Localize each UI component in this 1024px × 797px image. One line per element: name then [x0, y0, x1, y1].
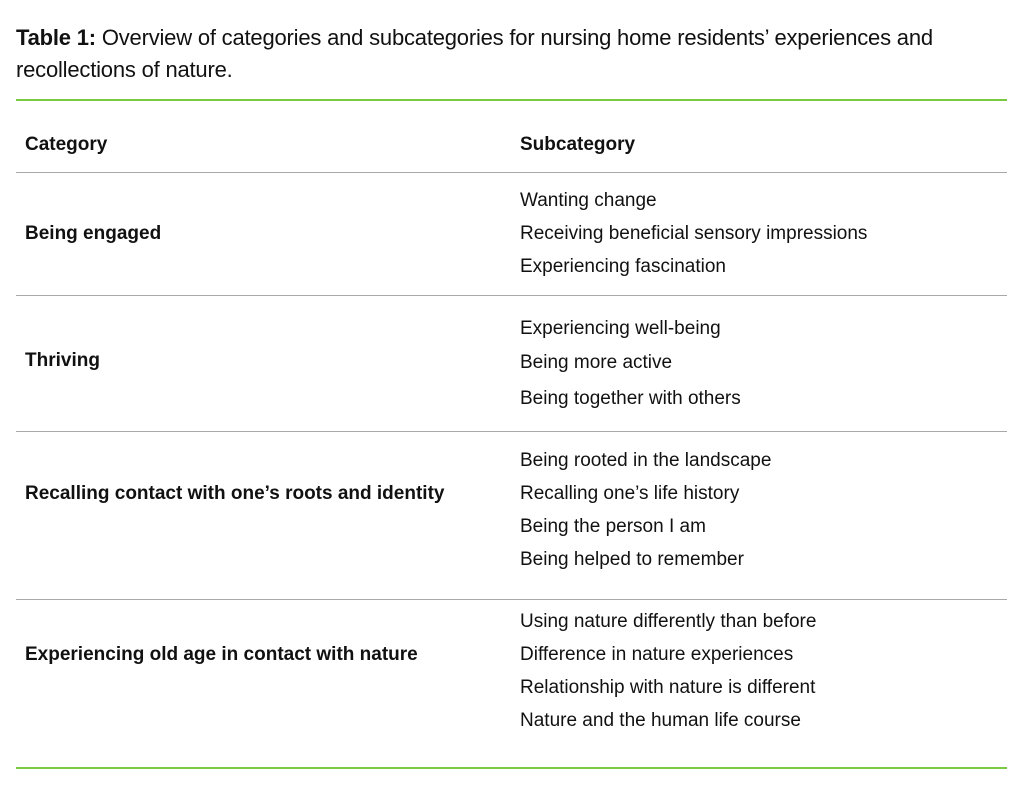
subcategory-cell: [520, 184, 867, 283]
caption-text: Overview of categories and subcategories for nursing home residents’ experiences and recollections of nature.: [16, 25, 933, 82]
table-row: [16, 296, 1007, 431]
subcategory-cell: [520, 444, 771, 576]
table-row: [16, 600, 1007, 766]
subcategory-item: Difference in nature experiences: [520, 644, 794, 665]
table-caption: [16, 22, 1006, 86]
category-cell: Recalling contact with one’s roots and identity: [25, 483, 445, 504]
category-cell: Thriving: [25, 350, 100, 371]
subcategory-item: Wanting change: [520, 190, 657, 211]
header-category: Category: [25, 134, 108, 155]
subcategory-item: Being together with others: [520, 388, 741, 409]
table-row: [16, 432, 1007, 599]
table-row: [16, 173, 1007, 295]
subcategory-item: Experiencing fascination: [520, 256, 726, 277]
subcategory-item: Nature and the human life course: [520, 710, 801, 731]
bottom-rule: [16, 767, 1007, 769]
subcategory-cell: [520, 605, 816, 737]
subcategory-item: Relationship with nature is different: [520, 677, 816, 698]
subcategory-item: Being the person I am: [520, 516, 706, 537]
subcategory-item: Recalling one’s life history: [520, 483, 740, 504]
subcategory-item: Being rooted in the landscape: [520, 450, 772, 471]
category-cell: Being engaged: [25, 223, 162, 244]
subcategory-cell: [520, 311, 741, 417]
top-rule: [16, 99, 1007, 101]
subcategory-item: Being more active: [520, 352, 673, 373]
category-cell: Experiencing old age in contact with nature: [25, 644, 418, 665]
subcategory-item: Experiencing well-being: [520, 318, 721, 339]
header-subcategory: Subcategory: [520, 134, 636, 155]
caption-label: Table 1:: [16, 25, 96, 50]
subcategory-item: Using nature differently than before: [520, 611, 817, 632]
subcategory-item: Receiving beneficial sensory impressions: [520, 223, 868, 244]
subcategory-item: Being helped to remember: [520, 549, 744, 570]
